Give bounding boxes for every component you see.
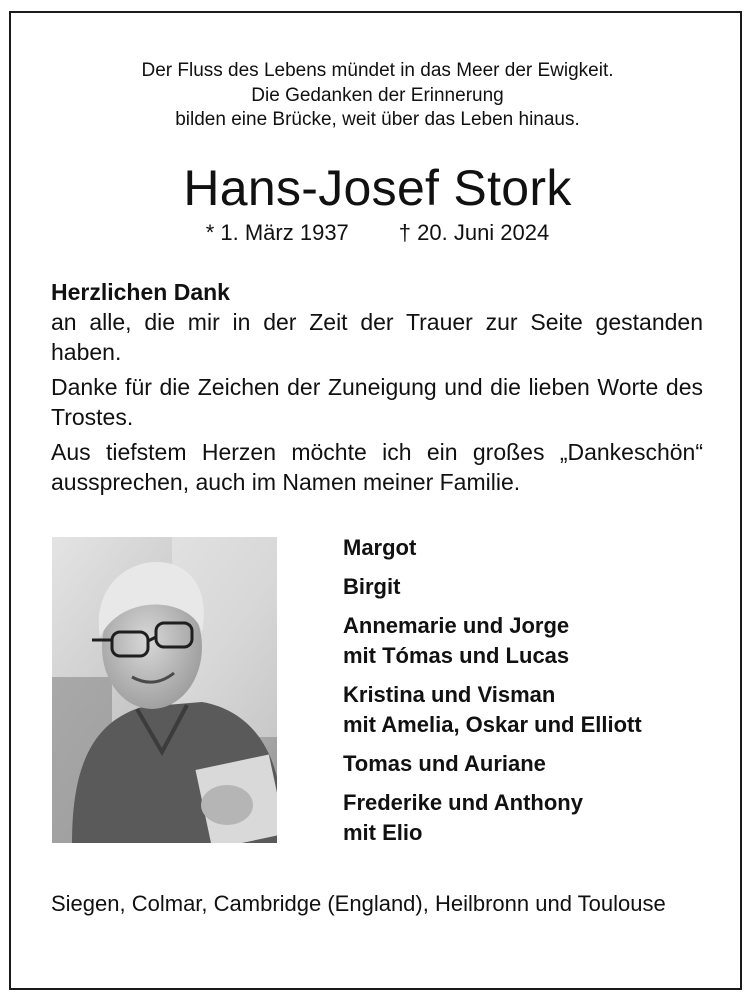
death-date: † 20. Juni 2024 xyxy=(398,220,550,245)
portrait-photo-icon xyxy=(52,537,277,843)
family-line: Birgit xyxy=(343,574,401,599)
thanks-heading: Herzlichen Dank xyxy=(51,279,230,305)
thanks-paragraph: an alle, die mir in der Zeit der Trauer zur Seite gestanden haben. xyxy=(51,309,703,365)
family-line: mit Amelia, Oskar und Elliott xyxy=(343,712,642,737)
family-line: Tomas und Auriane xyxy=(343,751,546,776)
deceased-name: Hans-Josef Stork xyxy=(183,160,572,216)
birth-date: * 1. März 1937 xyxy=(205,220,349,245)
family-group xyxy=(343,611,723,671)
motto-line: Die Gedanken der Erinnerung xyxy=(251,84,504,106)
motto xyxy=(11,59,744,133)
family-list xyxy=(343,533,723,857)
family-line: Annemarie und Jorge xyxy=(343,613,570,638)
family-group xyxy=(343,788,723,848)
obituary-card xyxy=(9,11,742,990)
family-line: Kristina und Visman xyxy=(343,682,556,707)
thanks-paragraph: Danke für die Zeichen der Zuneigung und die lieben Worte des Trostes. xyxy=(51,374,703,430)
family-group xyxy=(343,749,723,779)
family-line: mit Tómas und Lucas xyxy=(343,643,570,668)
family-group xyxy=(343,533,723,563)
motto-line: bilden eine Brücke, weit über das Leben hinaus. xyxy=(175,109,580,130)
life-dates xyxy=(11,218,744,248)
family-line: Margot xyxy=(343,535,417,560)
family-line: Frederike und Anthony xyxy=(343,790,583,815)
thanks-paragraph: Aus tiefstem Herzen möchte ich ein großes „Dankeschön“ aussprechen, auch im Namen meiner Familie. xyxy=(51,439,703,495)
family-group xyxy=(343,572,723,602)
places-line: Siegen, Colmar, Cambridge (England), Heilbronn und Toulouse xyxy=(51,891,666,916)
motto-line: Der Fluss des Lebens mündet in das Meer der Ewigkeit. xyxy=(141,60,614,81)
thanks-text xyxy=(51,277,703,502)
family-line: mit Elio xyxy=(343,820,423,845)
portrait-photo xyxy=(52,537,277,843)
family-group xyxy=(343,680,723,740)
